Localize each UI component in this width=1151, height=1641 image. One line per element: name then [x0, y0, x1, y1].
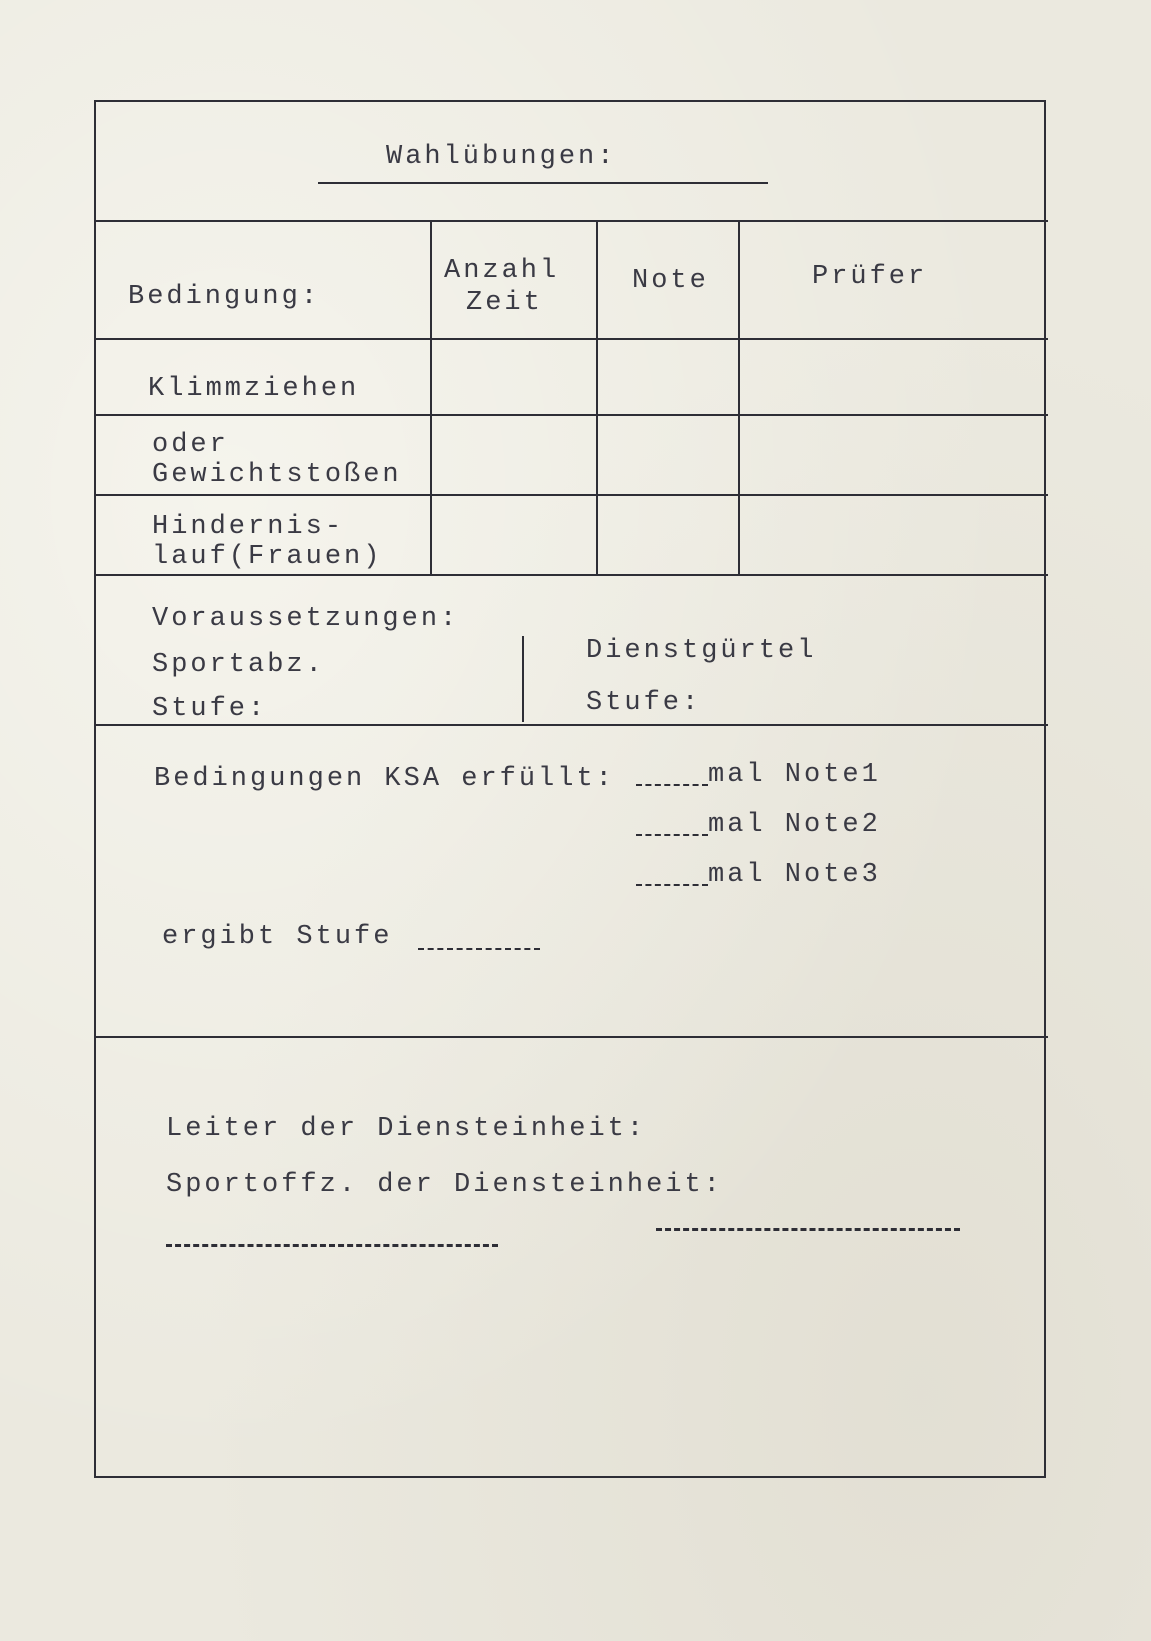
grade2-label: mal Note2: [708, 810, 881, 840]
grade2-count-blank[interactable]: [636, 834, 708, 836]
row-2-condition: oder: [152, 430, 229, 460]
title-underline: [318, 182, 768, 184]
table-bottom-border: [96, 574, 1048, 576]
form-frame: [94, 100, 1046, 1478]
prerequisites-bottom-border: [96, 724, 1048, 726]
level-label: ergibt Stufe: [162, 922, 393, 952]
leader-signature-line[interactable]: [166, 1244, 498, 1247]
result-bottom-border: [96, 1036, 1048, 1038]
prerequisites-heading: Voraussetzungen:: [152, 604, 460, 634]
grade3-count-blank[interactable]: [636, 884, 708, 886]
column-divider-3: [738, 220, 740, 574]
row-1-condition: Klimmziehen: [148, 374, 360, 404]
grade1-count-blank[interactable]: [636, 784, 708, 786]
sport-badge-level-label: Stufe:: [152, 694, 268, 724]
leader-label: Leiter der Diensteinheit:: [166, 1114, 647, 1144]
row-3-condition-line2: lauf(Frauen): [152, 542, 383, 572]
column-divider-1: [430, 220, 432, 574]
table-top-border: [96, 220, 1048, 222]
column-divider-2: [596, 220, 598, 574]
header-count-line2: Zeit: [466, 288, 543, 318]
header-examiner: Prüfer: [812, 262, 928, 292]
result-label: Bedingungen KSA erfüllt:: [154, 764, 615, 794]
sport-officer-signature-line[interactable]: [656, 1228, 960, 1231]
prerequisites-divider: [522, 636, 524, 722]
header-grade: Note: [632, 266, 709, 296]
row-1-border: [96, 414, 1048, 416]
grade1-label: mal Note1: [708, 760, 881, 790]
belt-level-label: Stufe:: [586, 688, 702, 718]
row-2-border: [96, 494, 1048, 496]
row-2-condition-line2: Gewichtstoßen: [152, 460, 402, 490]
row-3-condition: Hindernis-: [152, 512, 345, 542]
sport-badge-label: Sportabz.: [152, 650, 325, 680]
grade3-label: mal Note3: [708, 860, 881, 890]
header-count-line1: Anzahl: [444, 256, 560, 286]
level-blank[interactable]: [418, 948, 540, 950]
form-title: Wahlübungen:: [386, 142, 617, 172]
header-condition: Bedingung:: [128, 282, 321, 312]
header-row-border: [96, 338, 1048, 340]
belt-label: Dienstgürtel: [586, 636, 817, 666]
sport-officer-label: Sportoffz. der Diensteinheit:: [166, 1170, 723, 1200]
